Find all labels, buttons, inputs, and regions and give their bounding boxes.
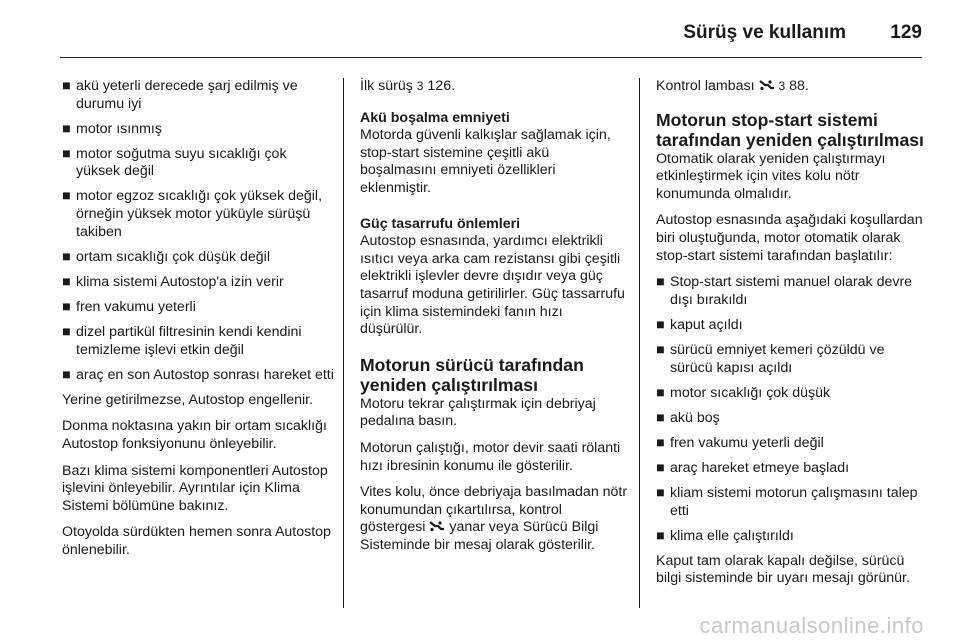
stop-start-indicator-icon [759, 79, 775, 91]
list-item: ■ araç hareket etmeye başladı [656, 459, 850, 476]
column-divider-1 [343, 78, 344, 608]
list-item: ■ klima sistemi Autostop'a izin verir [62, 273, 284, 290]
list-item: ■ motor ısınmış [62, 120, 162, 137]
paragraph: Motorun çalıştığı, motor devir saati rölanti hızı ibresinin konumu ile gösterilir. [360, 439, 621, 474]
section-title: Sürüş ve kullanım [683, 22, 846, 43]
bullet-icon: ■ [62, 366, 71, 383]
column-2 [360, 78, 628, 563]
heading-auto-restart: Motorun stop-start sistemi tarafından yeniden çalıştırılması [656, 109, 924, 150]
bullet-icon: ■ [656, 409, 665, 426]
cross-reference: İlk sürüş 3 126. [360, 78, 456, 94]
bullet-icon: ■ [656, 459, 665, 476]
bullet-icon: ■ [656, 527, 665, 544]
page-header [60, 0, 922, 58]
cross-reference: Kontrol lambası 3 88. [656, 78, 809, 94]
list-item: ■ araç en son Autostop sonrası hareket etti [62, 366, 334, 383]
list-item: ■ akü yeterli derecede şarj edilmiş ve durumu iyi [62, 78, 298, 112]
bullet-icon: ■ [656, 485, 665, 501]
bullet-icon: ■ [62, 324, 71, 341]
bullet-icon: ■ [656, 434, 665, 451]
paragraph: Motorda güvenli kalkışlar sağlamak için, stop-start sistemine çeşitli akü boşalmasını emniyeti özellikleri eklenmiştir. [360, 127, 611, 196]
bullet-icon: ■ [62, 273, 71, 290]
column-1 [62, 78, 334, 569]
bullet-icon: ■ [656, 274, 665, 291]
bullet-icon: ■ [62, 248, 71, 265]
paragraph: Yerine getirilmezse, Autostop engellenir. [62, 391, 314, 408]
list-item: ■ ortam sıcaklığı çok düşük değil [62, 248, 270, 265]
bullet-icon: ■ [62, 78, 71, 94]
reference-arrow-icon: 3 [778, 79, 786, 93]
bullet-icon: ■ [62, 145, 71, 162]
reference-page-link[interactable]: 88. [789, 78, 809, 94]
list-item: ■ dizel partikül filtresinin kendi kendini temizleme işlevi etkin değil [62, 324, 302, 358]
paragraph: Otomatik olarak yeniden çalıştırmayı etkinleştirmek için vites kolu nötr konumunda olmalıdır. [656, 150, 886, 202]
paragraph: Motoru tekrar çalıştırmak için debriyaj pedalına basın. [360, 395, 596, 430]
bullet-icon: ■ [62, 298, 71, 315]
list-item: ■ fren vakumu yeterli değil [656, 434, 824, 451]
paragraph: Vites kolu, önce debriyaja basılmadan nötr konumundan çıkartılırsa, kontrol göstergesi yanar veya Sürücü Bilgi Sisteminde bir mesaj olarak gösterilir. [360, 484, 628, 553]
paragraph: Bazı klima sistemi komponentleri Autostop işlevini önleyebilir. Ayrıntılar için Klima Sistemi bölümüne bakınız. [62, 462, 328, 514]
header-divider [60, 57, 922, 58]
bullet-icon: ■ [62, 188, 71, 205]
heading-driver-restart: Motorun sürücü tarafından yeniden çalıştırılması [360, 354, 584, 395]
paragraph: Donma noktasına yakın bir ortam sıcaklığı Autostop fonksiyonunu önleyebilir. [62, 418, 327, 452]
list-item: ■ motor sıcaklığı çok düşük [656, 384, 831, 401]
reference-arrow-icon: 3 [416, 79, 424, 93]
list-item: ■ kliam sistemi motorun çalışmasını talep etti [656, 485, 918, 519]
list-item: ■ sürücü emniyet kemeri çözüldü ve sürücü kapısı açıldı [656, 341, 885, 376]
list-item: ■ kaput açıldı [656, 316, 743, 333]
paragraph: Kaput tam olarak kapalı değilse, sürücü bilgi sisteminde bir uyarı mesajı görünür. [656, 552, 910, 587]
bullet-icon: ■ [656, 341, 665, 358]
bullet-icon: ■ [656, 384, 665, 401]
watermark: carmanualsonline.info [699, 613, 924, 638]
list-item: ■ motor soğutma suyu sıcaklığı çok yüksek değil [62, 145, 287, 180]
paragraph: Otoyolda sürdükten hemen sonra Autostop önlenebilir. [62, 524, 331, 558]
list-item: ■ motor egzoz sıcaklığı çok yüksek değil, örneğin yüksek motor yüküyle sürüşü takiben [62, 188, 323, 240]
list-item: ■ fren vakumu yeterli [62, 298, 196, 315]
list-item: ■ akü boş [656, 409, 720, 426]
list-item: ■ Stop-start sistemi manuel olarak devre dışı bırakıldı [656, 274, 913, 308]
paragraph: Autostop esnasında aşağıdaki koşullardan biri oluştuğunda, motor otomatik olarak stop-start sistemi tarafından başlatılır: [656, 212, 923, 264]
stop-start-indicator-icon [429, 520, 445, 532]
bullet-icon: ■ [656, 316, 665, 333]
condition-list [62, 78, 334, 384]
column-divider-2 [639, 78, 640, 608]
column-3 [656, 78, 924, 597]
reference-page-link[interactable]: 126. [427, 78, 456, 94]
paragraph: Autostop esnasında, yardımcı elektrikli ısıtıcı veya arka cam rezistansı gibi çeşitli elektrikli işlevler devre dışıdır veya güç tasarruf moduna getirilirler. Güç tassarrufu için klima sistemindeki fanın hızı düşürülür. [360, 233, 625, 338]
subheading-power-saving: Güç tasarrufu önlemleri [360, 215, 521, 232]
list-item: ■ klima elle çalıştırıldı [656, 527, 794, 544]
subheading-battery: Akü boşalma emniyeti [360, 109, 510, 126]
bullet-icon: ■ [62, 120, 71, 137]
page-number: 129 [890, 22, 922, 43]
restart-condition-list [656, 274, 924, 545]
